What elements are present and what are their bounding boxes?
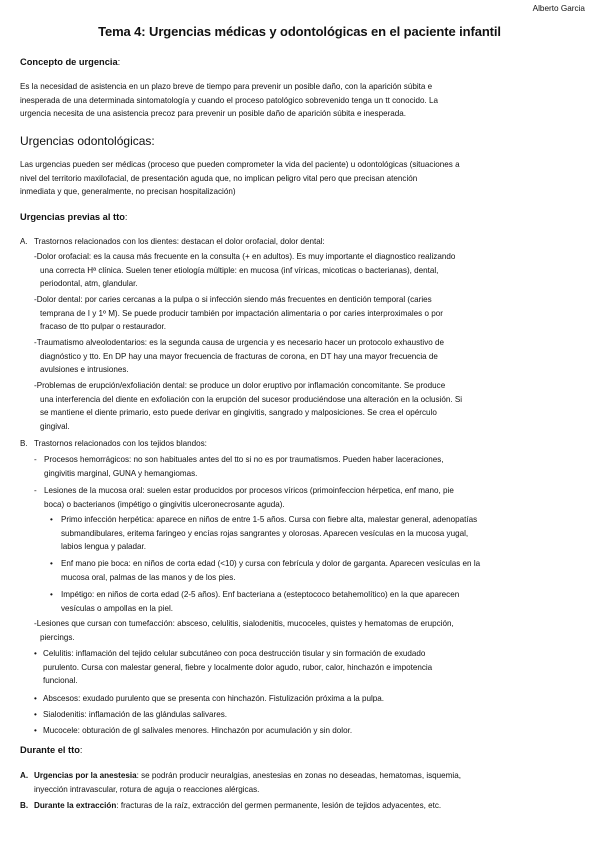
section-heading-durante: Durante el tto: [20,745,83,755]
section-heading-urgencias-previas: Urgencias previas al tto: [20,212,128,222]
list-line: se mantiene el diente primario, esto puede derivar en gingivitis, sangrado y malposiciones. Se crea el opérculo [40,408,437,417]
list-line: mucosa oral, palmas de las manos y de los pies. [61,572,236,582]
list-line: purulento. Cursa con malestar general, fiebre y localmente dolor agudo, rubor, calor, hinchazón e impotencia [43,662,433,672]
list-line: diagnóstico y tto. En DP hay una mayor frecuencia de fracturas de corona, en DT hay una mayor frecuencia de [40,351,438,361]
list-line: inyección intravascular, rotura de aguja o reacciones alérgicas. [34,784,260,794]
list-item-a-text: Trastornos relacionados con los dientes: destacan el dolor orofacial, dolor dental: [34,237,325,246]
list-item-bold-label: Durante la extracción [34,801,117,810]
list-item-tumefaccion [34,617,454,644]
list-line: piercings. [40,632,75,642]
list-item-hemorragicos [44,453,444,480]
list-line: una interferencia del diente en exfoliación con la erupción del sucesor produciéndose una alteración en la oclusión. Si [40,394,463,404]
bullet-item-celulitis [43,647,432,688]
list-line: : fracturas de la raíz, extracción del germen permanente, lesión de tejidos adyacentes, etc. [116,801,442,810]
list-line: Enf mano pie boca: en niños de corta edad (<10) y cursa con febrícula y dolor de garganta. Aparecen vesículas en la [61,559,481,568]
bullet-item-sialodenitis: Sialodenitis: inflamación de las glándulas salivares. [43,710,228,719]
bullet-marker: • [34,710,37,719]
list-line: gingival. [40,421,70,431]
bullet-marker: • [34,694,37,703]
list-line: : se podrán producir neuralgias, anestesias en zonas no deseadas, hematomas, isquemia, [136,771,461,780]
list-line: boca) o bacterianos (impétigo o gingivitis ulceronecrosante aguda). [44,499,285,509]
list-line: gingivitis marginal, GUNA y hemangiomas. [44,468,198,478]
list-line: -Lesiones que cursan con tumefacción: absceso, celulitis, sialodenitis, mucoceles, quistes y hematomas de erupción, [34,619,454,628]
paragraph-line: inmediata y que, generalmente, no precisan hospitalización) [20,187,236,196]
bullet-item-enf-mano-pie-boca [61,557,480,584]
bullet-item-mucocele: Mucocele: obturación de gl salivales menores. Hinchazón por acumulación y sin dolor. [43,726,353,735]
bullet-item-primo-infeccion [61,513,477,554]
list-line: avulsiones e intrusiones. [40,365,129,374]
list-item-dolor-orofacial [34,250,455,291]
bullet-item-abscesos: Abscesos: exudado purulento que se presenta con hinchazón. Fistulización próxima a la pulpa. [43,694,385,703]
list-line: Lesiones de la mucosa oral: suelen estar producidos por procesos víricos (primoinfeccion hérpetica, enf mano, pie [44,486,454,495]
list-line: -Traumatismo alveolodentarios: es la segunda causa de urgencia y es necesario hacer un protocolo exhaustivo de [34,338,445,347]
page-title: Tema 4: Urgencias médicas y odontológicas en el paciente infantil [98,24,501,39]
list-marker-a: A. [20,237,28,246]
section-heading-urgencias-odontologicas: Urgencias odontológicas: [20,134,155,148]
bullet-marker: • [50,559,53,568]
list-line: una correcta Hª clínica. Suelen tener etiología múltiple: en mucosa (inf víricas, micoticas o bacterianas), dental, [40,265,439,275]
list-line: funcional. [43,676,78,685]
list-line: periodontal, atm, glandular. [40,279,138,288]
list-line: Primo infección herpética: aparece en niños de entre 1-5 años. Cursa con fiebre alta, malestar general, adenopatías [61,515,478,524]
list-item-erupcion [34,379,462,433]
list-line: fracaso de tto pulpar o restaurador. [40,322,166,331]
list-line: -Dolor orofacial: es la causa más frecuente en la consulta (+ en adultos). Es muy importante el diagnostico realizando [34,252,456,261]
bullet-marker: • [34,726,37,735]
dash-marker: - [34,486,37,495]
bullet-marker: • [50,590,53,599]
list-item-bold-label: Urgencias por la anestesia [34,771,137,780]
author-name: Alberto Garcia [532,4,585,13]
list-line: Procesos hemorrágicos: no son habituales antes del tto si no es por traumatismos. Pueden haber laceraciones, [44,455,444,464]
list-item-lesiones-mucosa [44,484,454,511]
list-marker-a: A. [20,771,29,780]
bullet-item-impetigo [61,588,459,615]
list-line: vesículas o ampollas en la piel. [61,603,174,613]
list-item-extraccion [34,799,584,813]
paragraph-line: Las urgencias pueden ser médicas (proceso que pueden comprometer la vida del paciente) u odontológicas (situaciones a [20,160,460,169]
list-item-b-text: Trastornos relacionados con los tejidos blandos: [34,439,207,448]
bullet-marker: • [50,515,53,524]
bullet-marker: • [34,649,37,658]
list-line: Impétigo: en niños de corta edad (2-5 años). Enf bacteriana a (esteptococo betahemolítico) en la que aparecen [61,590,460,599]
list-marker-b: B. [20,439,28,448]
concepto-paragraph [20,80,580,121]
list-line: -Dolor dental: por caries cercanas a la pulpa o si infección siendo más frecuentes en dentición temporal (caries [34,295,432,304]
paragraph-line: inesperada de una determinada sintomatología y cuando el proceso patológico sobrevenido tenga un tt conocido. La [20,95,439,105]
paragraph-line: urgencia necesita de una asistencia precoz para prevenir un posible daño de aparición súbita e inesperada. [20,109,407,118]
list-item-anestesia [34,769,584,796]
paragraph-line: nivel del territorio maxilofacial, de presentación aguda que, no implican peligro vital pero que precisan atención [20,173,418,183]
list-line: -Problemas de erupción/exfoliación dental: se produce un dolor eruptivo por inflamación concomitante. Se produce [34,381,446,390]
dash-marker: - [34,455,37,464]
section-heading-concepto: Concepto de urgencia: [20,57,121,67]
list-line: temprana de I y 1º M). Se puede producir también por impactación alimentaria o por caries interproximales o por [40,308,443,318]
list-line: labios lengua y paladar. [61,542,147,551]
list-marker-b: B. [20,801,29,810]
list-item-dolor-dental [34,293,443,334]
list-item-traumatismo [34,336,444,377]
list-line: submandibulares, eritema faringeo y encías rojas sangrantes y olorosas. Aparecen vesículas en la mucosa yugal, [61,528,469,538]
paragraph-line: Es la necesidad de asistencia en un plazo breve de tiempo para prevenir un posible daño, con la aparición súbita e [20,82,433,91]
list-line: Celulitis: inflamación del tejido celular subcutáneo con poca destrucción tisular y sin formación de exudado [43,649,426,658]
urgencias-odontologicas-paragraph [20,158,580,199]
